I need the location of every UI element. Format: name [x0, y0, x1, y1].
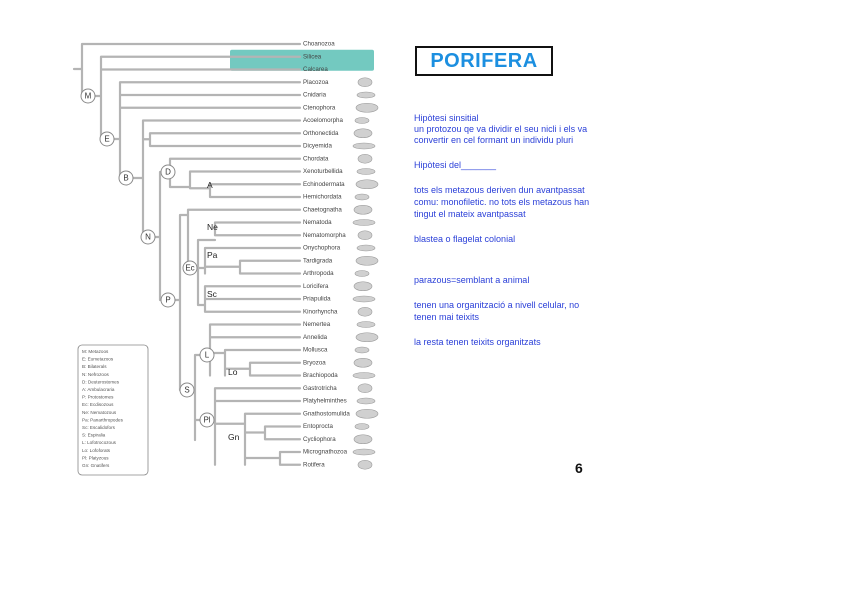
- animal-shape: [357, 322, 375, 328]
- taxon-label: Mollusca: [303, 346, 328, 354]
- animal-shape: [357, 245, 375, 251]
- organization-line1: tenen una organització a nivell celular, no: [414, 300, 580, 310]
- node-label: M: [84, 91, 92, 101]
- clade-label: Pa: [207, 250, 218, 260]
- animal-illustration-icon: [355, 194, 369, 200]
- taxon-label: Cnidaria: [303, 91, 327, 99]
- animal-shape: [358, 307, 372, 316]
- taxon-label: Hemichordata: [303, 193, 342, 201]
- legend-entry: Gn: Gnatifers: [82, 463, 110, 468]
- animal-shape: [356, 409, 378, 418]
- animal-shape: [355, 194, 369, 200]
- hypothesis-syncytial-line1: un protozou qe va dividir el seu nicli i els va: [414, 124, 588, 134]
- animal-illustration-icon: [357, 245, 375, 251]
- taxon-label: Dicyemida: [303, 142, 332, 150]
- animal-illustration-icon: [353, 296, 375, 302]
- animal-shape: [357, 169, 375, 175]
- taxon-label: Brachiopoda: [303, 372, 338, 379]
- legend-entry: D: Deuterostomes: [82, 379, 120, 385]
- hypothesis-syncytial-title: Hipòtesi sinsitial: [414, 113, 479, 123]
- animal-shape: [356, 180, 378, 189]
- animal-illustration-icon: [358, 78, 372, 87]
- silicea-calcarea-highlight: [230, 50, 374, 71]
- animal-illustration-icon: [353, 143, 375, 149]
- taxon-label: Nemertea: [303, 321, 331, 328]
- taxon-label: Cycliophora: [303, 435, 336, 443]
- taxon-label: Choanozoa: [303, 40, 335, 48]
- animal-shape: [356, 103, 378, 112]
- legend-entry: P: Protostomes: [82, 394, 114, 400]
- hypothesis-two-line3: tingut el mateix avantpassat: [414, 209, 526, 219]
- node-label: Ec: [185, 263, 195, 273]
- animal-illustration-icon: [356, 333, 378, 342]
- legend-entry: Pa: Panarthropodes: [82, 417, 123, 423]
- animal-illustration-icon: [358, 231, 372, 240]
- animal-illustration-icon: [354, 358, 372, 367]
- animal-shape: [355, 347, 369, 353]
- taxon-label: Loricifera: [303, 282, 329, 290]
- animal-shape: [353, 373, 375, 379]
- taxon-label: Chordata: [303, 155, 329, 163]
- taxon-label: Xenoturbellida: [303, 168, 343, 175]
- legend-entry: B: Bilaterals: [82, 364, 107, 370]
- node-label: Pl: [203, 415, 211, 425]
- page-number: 6: [575, 460, 583, 476]
- animal-shape: [358, 384, 372, 393]
- animal-illustration-icon: [356, 103, 378, 112]
- animal-illustration-icon: [357, 322, 375, 328]
- node-label: L: [204, 350, 210, 360]
- legend-entry: E: Eumetazoos: [82, 356, 114, 362]
- taxon-label: Gastrotricha: [303, 384, 337, 392]
- phylogenetic-tree: [0, 0, 400, 500]
- animal-shape: [353, 296, 375, 302]
- node-label: B: [123, 173, 129, 183]
- animal-shape: [354, 435, 372, 444]
- hypothesis-syncytial-line2: convertir en cel formant un individu pluri: [414, 135, 574, 145]
- taxon-label: Bryozoa: [303, 359, 326, 367]
- tissues-note: la resta tenen teixits organitzats: [414, 337, 541, 347]
- legend-entry: L: Lofotrocozous: [82, 440, 116, 446]
- taxon-label: Micrognathozoa: [303, 448, 348, 456]
- hypothesis-two-line1: tots els metazous deriven dun avantpassat: [414, 185, 585, 195]
- taxon-label: Tardigrada: [303, 257, 333, 265]
- taxon-label: Platyhelminthes: [303, 397, 347, 405]
- hypothesis-two-line2: comu: monofiletic. no tots els metazous han: [414, 197, 590, 207]
- taxon-label: Kinorhyncha: [303, 308, 338, 316]
- legend-entry: Sc: Escalidofors: [82, 425, 115, 430]
- clade-label: Ne: [207, 222, 218, 232]
- animal-shape: [355, 271, 369, 277]
- animal-shape: [354, 129, 372, 138]
- node-label: P: [165, 295, 171, 305]
- taxon-label: Placozoa: [303, 78, 329, 86]
- animal-illustration-icon: [358, 307, 372, 316]
- taxon-label: Echinodermata: [303, 180, 345, 188]
- taxon-label: Annelida: [303, 333, 328, 341]
- animal-shape: [357, 398, 375, 404]
- legend-entry: A: Ambulacraria: [82, 387, 115, 392]
- taxon-label: Arthropoda: [303, 270, 334, 277]
- taxon-label: Gnathostomulida: [303, 410, 350, 418]
- animal-shape: [355, 118, 369, 124]
- legend-entry: N: Nefrozoos: [82, 371, 109, 377]
- legend-entry: S: Espiralia: [82, 432, 106, 438]
- animal-illustration-icon: [355, 424, 369, 430]
- animal-illustration-icon: [357, 398, 375, 404]
- clade-label: A: [207, 180, 213, 190]
- animal-illustration-icon: [357, 92, 375, 98]
- legend-entry: Ne: Nematozous: [82, 409, 117, 415]
- legend: [78, 345, 148, 475]
- animal-illustration-icon: [354, 282, 372, 291]
- animal-illustration-icon: [353, 220, 375, 226]
- animal-shape: [356, 333, 378, 342]
- animal-shape: [358, 154, 372, 163]
- animal-shape: [353, 143, 375, 149]
- animal-shape: [358, 231, 372, 240]
- animal-shape: [354, 282, 372, 291]
- legend-entry: M: Metazoos: [82, 349, 109, 354]
- animal-illustration-icon: [356, 409, 378, 418]
- clade-label: Lo: [228, 367, 238, 377]
- animal-illustration-icon: [354, 435, 372, 444]
- animal-illustration-icon: [354, 205, 372, 214]
- taxon-label: Calcarea: [303, 66, 328, 73]
- taxon-label: Acoelomorpha: [303, 117, 343, 124]
- taxon-label: Nematoda: [303, 219, 332, 226]
- taxon-label: Onychophora: [303, 244, 341, 252]
- clade-label: Gn: [228, 432, 240, 442]
- parazous-note: parazous=semblant a animal: [414, 275, 530, 285]
- taxon-label: Chaetognatha: [303, 206, 342, 214]
- blastea-note: blastea o flagelat colonial: [414, 234, 516, 244]
- animal-shape: [357, 92, 375, 98]
- taxon-label: Orthonectida: [303, 129, 339, 137]
- animal-shape: [358, 460, 372, 469]
- animal-illustration-icon: [353, 449, 375, 455]
- animal-shape: [354, 205, 372, 214]
- animal-illustration-icon: [357, 169, 375, 175]
- taxon-label: Priapulida: [303, 295, 331, 303]
- porifera-title: PORIFERA: [415, 46, 553, 76]
- legend-entry: Pl: Platyzous: [82, 455, 109, 461]
- taxon-label: Silicea: [303, 53, 322, 61]
- node-label: N: [145, 232, 151, 242]
- node-label: D: [165, 167, 171, 177]
- animal-shape: [353, 449, 375, 455]
- legend-entry: Ec: Ecdisozous: [82, 402, 114, 408]
- node-label: S: [184, 385, 190, 395]
- animal-shape: [354, 358, 372, 367]
- animal-illustration-icon: [358, 460, 372, 469]
- clade-label: Sc: [207, 289, 217, 299]
- animal-shape: [353, 220, 375, 226]
- animal-shape: [356, 256, 378, 265]
- animal-illustration-icon: [355, 118, 369, 124]
- animal-shape: [355, 424, 369, 430]
- organization-line2: tenen mai teixits: [414, 312, 480, 322]
- taxon-label: Ctenophora: [303, 104, 336, 112]
- animal-illustration-icon: [356, 180, 378, 189]
- hypothesis-two-title: Hipòtesi del_______: [414, 160, 497, 170]
- animal-illustration-icon: [355, 271, 369, 277]
- animal-illustration-icon: [358, 154, 372, 163]
- animal-illustration-icon: [358, 384, 372, 393]
- taxon-label: Nematomorpha: [303, 231, 346, 239]
- taxon-label: Rotifera: [303, 461, 325, 469]
- legend-entry: Lo: Lofoforats: [82, 447, 111, 453]
- animal-illustration-icon: [355, 347, 369, 353]
- animal-shape: [358, 78, 372, 87]
- taxon-label: Entoprocta: [303, 423, 333, 430]
- animal-illustration-icon: [356, 256, 378, 265]
- animal-illustration-icon: [353, 373, 375, 379]
- animal-illustration-icon: [354, 129, 372, 138]
- node-label: E: [104, 134, 110, 144]
